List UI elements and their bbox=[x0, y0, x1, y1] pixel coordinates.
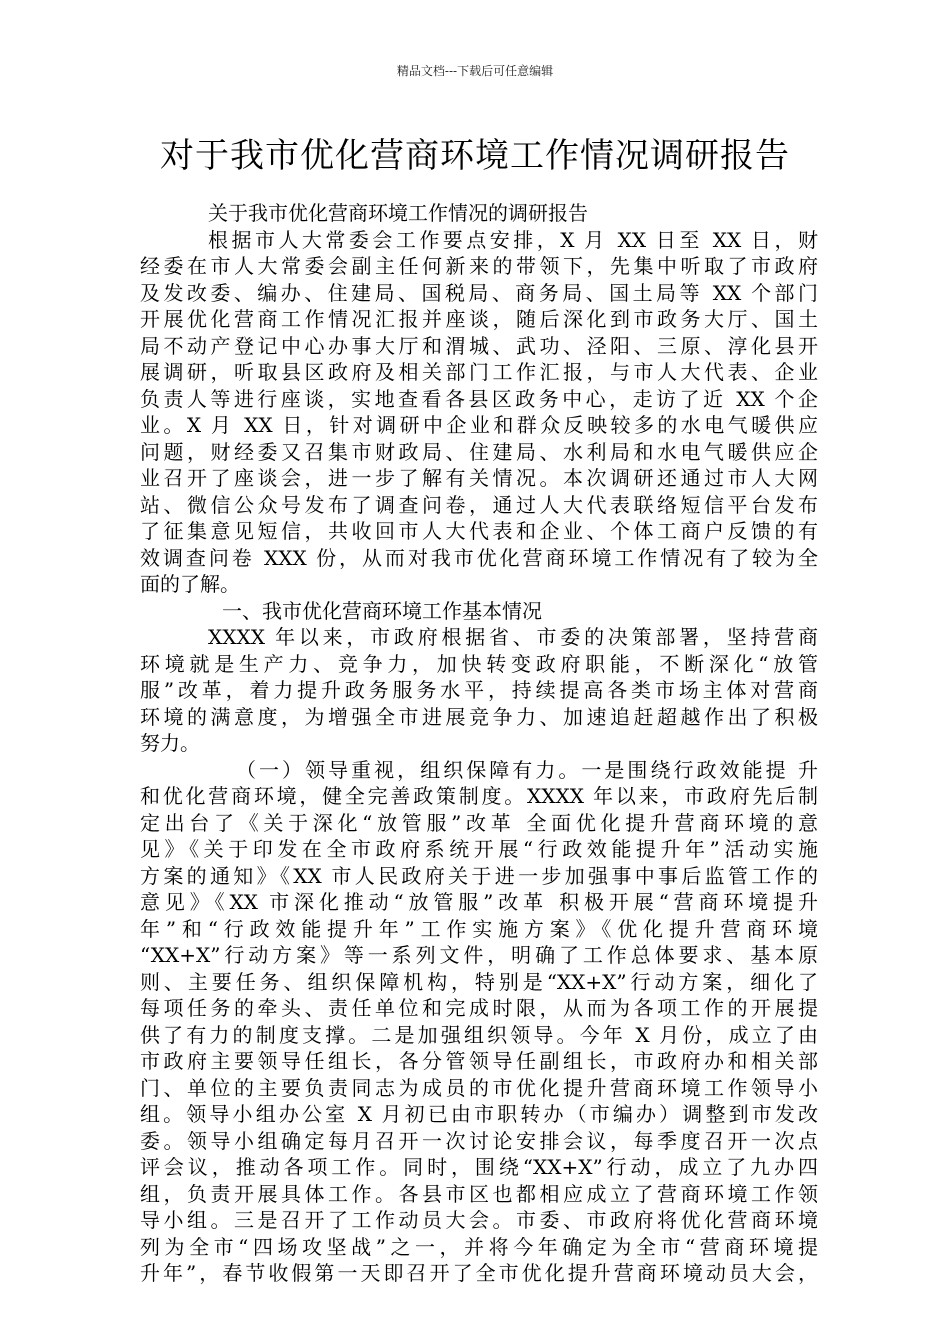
paragraph-line: 效调查问卷 XXX 份，从而对我市优化营商环境工作情况有了较为全 bbox=[140, 545, 818, 570]
paragraph-line: 方案的通知》《XX 市人民政府关于进一步加强事中事后监管工作的 bbox=[140, 863, 818, 888]
paragraph-line: 业召开了座谈会，进一步了解有关情况。本次调研还通过市人大网 bbox=[140, 466, 818, 490]
paragraph-line: 意见》《XX 市深化推动“放管服”改革 积极开展“营商环境提升 bbox=[140, 890, 818, 914]
paragraph-line: 每项任务的牵头、责任单位和完成时限，从而为各项工作的开展提 bbox=[140, 996, 818, 1020]
paragraph-line: 经委在市人大常委会副主任何新来的带领下，先集中听取了市政府 bbox=[140, 254, 818, 278]
paragraph-line: （一）领导重视，组织保障有力。一是围绕行政效能提 升 bbox=[236, 757, 818, 782]
paragraph-line: 组。领导小组办公室 X 月初已由市职转办（市编办）调整到市发改 bbox=[140, 1102, 818, 1126]
paragraph-line: 评会议，推动各项工作。同时，围绕“XX+X”行动，成立了九办四 bbox=[140, 1155, 818, 1179]
paragraph-line: 根据市人大常委会工作要点安排，X 月 XX 日至 XX 日，财 bbox=[208, 227, 818, 252]
report-body bbox=[140, 200, 818, 1287]
paragraph-line: 年”和“行政效能提升年”工作实施方案》《优化提升营商环境 bbox=[140, 916, 818, 941]
paragraph-line: 和优化营商环境，健全完善政策制度。XXXX 年以来，市政府先后制 bbox=[140, 784, 818, 808]
page-title: 对于我市优化营商环境工作情况调研报告 bbox=[160, 136, 790, 176]
paragraph-line: 开展优化营商工作情况汇报并座谈，随后深化到市政务大厅、国土 bbox=[140, 307, 818, 331]
paragraph-line: 则、主要任务、组织保障机构，特别是“XX+X”行动方案，细化了 bbox=[140, 969, 818, 994]
paragraph-line: 努力。 bbox=[140, 731, 200, 755]
header-note: 精品文档---下载后可任意编辑 bbox=[396, 64, 554, 78]
paragraph-line: 组，负责开展具体工作。各县市区也都相应成立了营商环境工作领 bbox=[140, 1181, 818, 1206]
paragraph-line: 市政府主要领导任组长，各分管领导任副组长，市政府办和相关部 bbox=[140, 1049, 818, 1073]
paragraph-line: 局不动产登记中心办事大厅和渭城、武功、泾阳、三原、淳化县开 bbox=[140, 333, 818, 358]
paragraph-line: “XX+X”行动方案》等一系列文件，明确了工作总体要求、基本原 bbox=[140, 943, 818, 967]
paragraph-line: 委。领导小组确定每月召开一次讨论安排会议，每季度召开一次点 bbox=[140, 1128, 818, 1153]
paragraph-line: 见》《关于印发在全市政府系统开展“行政效能提升年”活动实施 bbox=[140, 837, 818, 861]
subtitle-line: 关于我市优化营商环境工作情况的调研报告 bbox=[208, 201, 588, 225]
paragraph-line: 问题，财经委又召集市财政局、住建局、水利局和水电气暖供应企 bbox=[140, 439, 818, 464]
paragraph-line: 环境的满意度，为增强全市进展竞争力、加速追赶超越作出了积极 bbox=[140, 704, 818, 729]
paragraph-line: 升年”，春节收假第一天即召开了全市优化提升营商环境动员大会， bbox=[140, 1261, 818, 1285]
paragraph-line: 环境就是生产力、竞争力，加快转变政府职能，不断深化“放管 bbox=[140, 651, 818, 676]
paragraph-line: 了征集意见短信，共收回市人大代表和企业、个体工商户反馈的有 bbox=[140, 519, 818, 543]
paragraph-line: 及发改委、编办、住建局、国税局、商务局、国土局等 XX 个部门 bbox=[140, 280, 818, 305]
paragraph-line: 定出台了《关于深化“放管服”改革 全面优化提升营商环境的意 bbox=[140, 810, 818, 835]
paragraph-line: 服”改革，着力提升政务服务水平，持续提高各类市场主体对营商 bbox=[140, 678, 818, 702]
paragraph-line: 业。X 月 XX 日，针对调研中企业和群众反映较多的水电气暖供应 bbox=[140, 413, 818, 437]
paragraph-line: 列为全市“四场攻坚战”之一，并将今年确定为全市“营商环境提 bbox=[140, 1234, 818, 1259]
paragraph-line: 负责人等进行座谈，实地查看各县区政务中心，走访了近 XX 个企 bbox=[140, 386, 818, 411]
paragraph-line: XXXX 年以来，市政府根据省、市委的决策部署，坚持营商 bbox=[208, 625, 818, 649]
paragraph-line: 供了有力的制度支撑。二是加强组织领导。今年 X 月份，成立了由 bbox=[140, 1022, 818, 1047]
paragraph-line: 面的了解。 bbox=[140, 572, 240, 596]
paragraph-line: 站、微信公众号发布了调查问卷，通过人大代表联络短信平台发布 bbox=[140, 492, 818, 517]
paragraph-line: 门、单位的主要负责同志为成员的市优化提升营商环境工作领导小 bbox=[140, 1075, 818, 1100]
paragraph-line: 导小组。三是召开了工作动员大会。市委、市政府将优化营商环境 bbox=[140, 1208, 818, 1232]
section-heading: 一、我市优化营商环境工作基本情况 bbox=[222, 598, 542, 623]
paragraph-line: 展调研，听取县区政府及相关部门工作汇报，与市人大代表、企业 bbox=[140, 360, 818, 384]
